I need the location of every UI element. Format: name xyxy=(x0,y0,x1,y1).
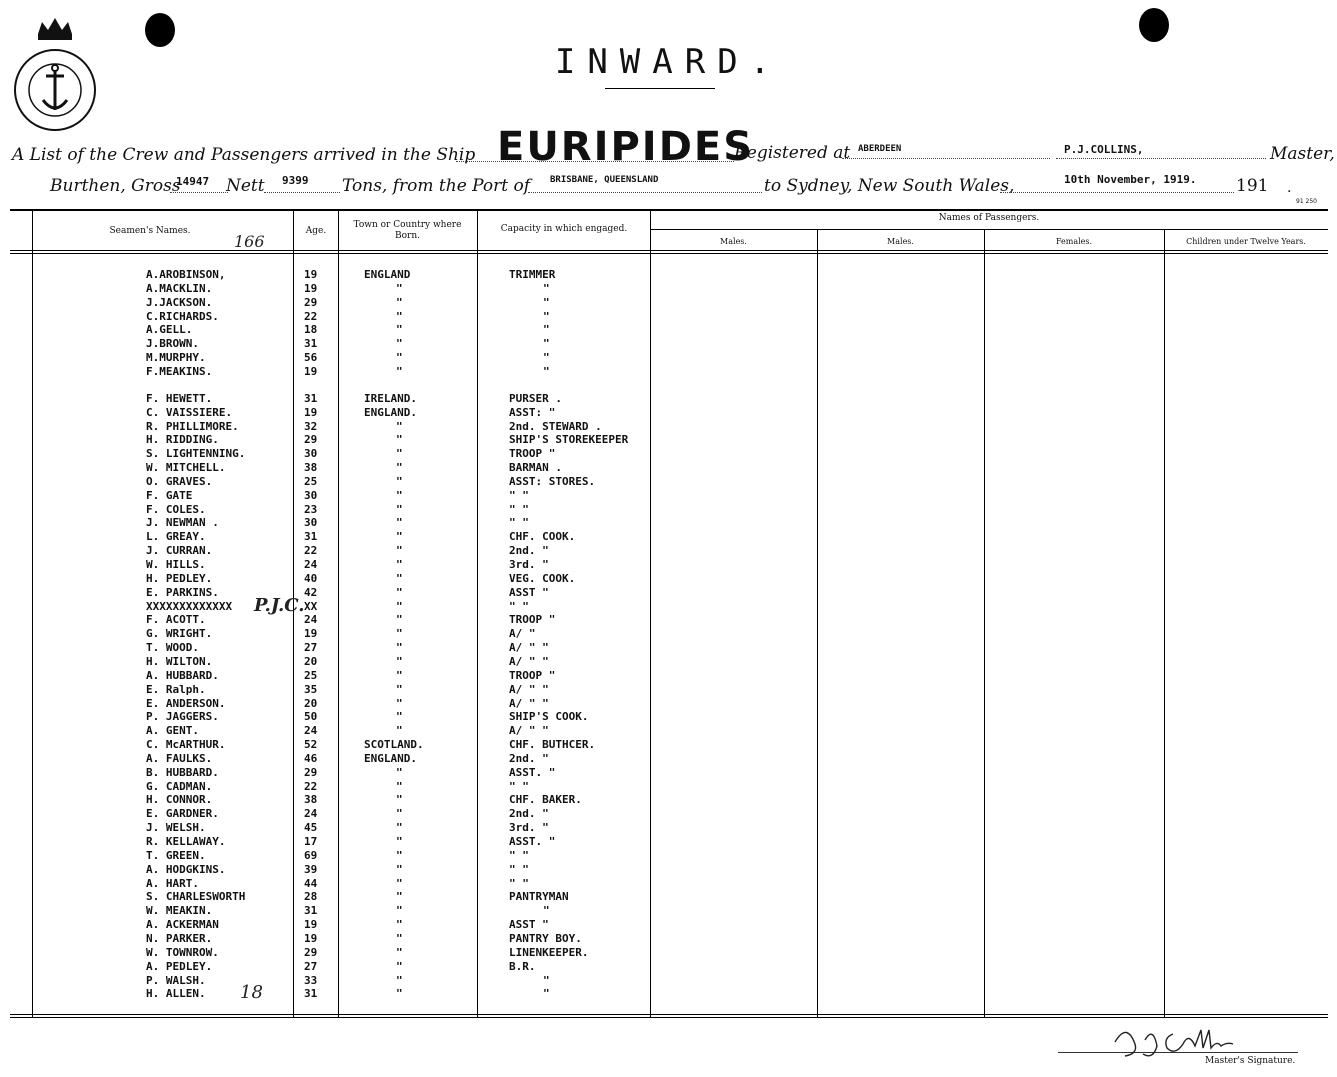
crew-capacity: CHF. BUTHCER. xyxy=(509,738,596,752)
master-fill-line xyxy=(1056,158,1266,159)
col-divider-children xyxy=(1164,229,1165,1017)
count-annotation-bottom: 18 xyxy=(240,982,263,1003)
crew-name: J.BROWN. xyxy=(146,337,199,351)
crew-name: J. CURRAN. xyxy=(146,544,213,558)
crew-age: 29 xyxy=(304,765,318,779)
crew-birthplace: " xyxy=(396,447,403,461)
crew-birthplace: " xyxy=(396,281,403,295)
crew-name: F. COLES. xyxy=(146,502,206,516)
ship-name: EURIPIDES xyxy=(497,124,755,170)
crew-birthplace: " xyxy=(396,364,403,378)
crew-name: W. HILLS. xyxy=(146,558,206,571)
crew-age: 18 xyxy=(304,323,318,337)
crew-age: 19 xyxy=(304,405,318,419)
form-number: 91 250 xyxy=(1296,198,1317,205)
crew-name: A. HUBBARD. xyxy=(146,668,219,682)
crew-age: 45 xyxy=(304,821,318,835)
crew-birthplace: " xyxy=(396,558,403,571)
col-divider-passengers xyxy=(650,211,651,1017)
crew-age: 17 xyxy=(304,835,318,848)
crew-birthplace: " xyxy=(396,931,403,945)
crew-birthplace: " xyxy=(396,987,403,1001)
header-females: Females. xyxy=(1055,237,1093,246)
table-top-rule xyxy=(10,209,1328,211)
crew-age: 19 xyxy=(304,918,318,932)
crew-age: 44 xyxy=(304,876,318,890)
crew-age: 38 xyxy=(304,461,318,475)
crew-capacity: PANTRYMAN xyxy=(509,890,569,904)
crew-name: A. HODGKINS. xyxy=(146,862,226,876)
passengers-subrule xyxy=(650,229,1328,230)
header-bottom-rule-2 xyxy=(10,253,1328,254)
crew-birthplace: ENGLAND xyxy=(364,268,411,281)
crew-capacity: " xyxy=(543,904,550,918)
master-name: P.J.COLLINS, xyxy=(1064,143,1144,156)
crew-birthplace: " xyxy=(396,765,403,779)
crew-capacity: " xyxy=(543,351,550,365)
period-mark: . xyxy=(1287,180,1292,196)
crew-name: J. NEWMAN . xyxy=(146,516,219,530)
crew-capacity: 2nd. " xyxy=(509,807,549,821)
crew-name: A.AROBINSON, xyxy=(146,268,226,281)
crew-capacity: A/ " xyxy=(509,627,536,641)
crew-name: R. PHILLIMORE. xyxy=(146,419,239,433)
crew-age: 31 xyxy=(304,987,318,1001)
crew-capacity: 2nd. " xyxy=(509,544,549,558)
crew-capacity: ASST " xyxy=(509,918,549,932)
crew-age: 29 xyxy=(304,945,318,959)
crew-birthplace: " xyxy=(396,474,403,488)
crew-age: 27 xyxy=(304,959,318,973)
crew-capacity: " xyxy=(543,281,550,295)
crew-name: G. CADMAN. xyxy=(146,779,213,793)
crew-birthplace: " xyxy=(396,807,403,821)
crew-age: 30 xyxy=(304,488,318,502)
crew-age: 19 xyxy=(304,268,318,281)
crew-capacity: TROOP " xyxy=(509,613,556,627)
crew-age: 22 xyxy=(304,544,318,558)
crew-name: C. VAISSIERE. xyxy=(146,405,233,419)
crew-birthplace: ENGLAND. xyxy=(364,405,417,419)
crew-name: P. WALSH. xyxy=(146,973,206,987)
crew-age: 19 xyxy=(304,627,318,641)
crew-birthplace: " xyxy=(396,295,403,309)
crew-age: 69 xyxy=(304,848,318,862)
crew-age: 30 xyxy=(304,516,318,530)
crew-age: 25 xyxy=(304,668,318,682)
crew-birthplace: " xyxy=(396,682,403,696)
crew-birthplace: " xyxy=(396,890,403,904)
crew-birthplace: " xyxy=(396,461,403,475)
crew-name: T. WOOD. xyxy=(146,641,199,655)
crew-capacity: A/ " " xyxy=(509,654,549,668)
crew-birthplace: " xyxy=(396,544,403,558)
crew-birthplace: ENGLAND. xyxy=(364,751,417,765)
crew-capacity: ASST. " xyxy=(509,835,556,848)
crew-name: E. ANDERSON. xyxy=(146,696,226,710)
crew-name: N. PARKER. xyxy=(146,931,213,945)
crew-capacity: ASST. " xyxy=(509,765,556,779)
crew-name: C.RICHARDS. xyxy=(146,309,219,323)
header-passengers: Names of Passengers. xyxy=(938,213,1040,223)
header-age: Age. xyxy=(305,226,327,236)
crew-name: T. GREEN. xyxy=(146,848,206,862)
crew-age: 22 xyxy=(304,779,318,793)
crew-capacity: " xyxy=(543,987,550,1001)
crew-capacity: A/ " " xyxy=(509,696,549,710)
crew-age: 31 xyxy=(304,530,318,544)
crew-age: 52 xyxy=(304,738,318,752)
header-males-1: Males. xyxy=(720,237,747,246)
crew-age: 27 xyxy=(304,641,318,655)
crew-age: 24 xyxy=(304,724,318,738)
crew-birthplace: " xyxy=(396,419,403,433)
crew-birthplace: " xyxy=(396,516,403,530)
crew-name: W. MITCHELL. xyxy=(146,461,226,475)
crew-name: A. GENT. xyxy=(146,724,199,738)
crew-name: H. PEDLEY. xyxy=(146,571,213,585)
port-value: BRISBANE, QUEENSLAND xyxy=(550,175,659,185)
crew-birthplace: " xyxy=(396,530,403,544)
col-divider-town xyxy=(338,211,339,1017)
title-rule xyxy=(605,88,715,89)
crew-name: L. GREAY. xyxy=(146,530,206,544)
crew-name: A.MACKLIN. xyxy=(146,281,213,295)
crew-capacity: ASST: " xyxy=(509,405,556,419)
crew-capacity: " " xyxy=(509,599,529,613)
crew-name: A. ACKERMAN xyxy=(146,918,219,932)
crew-capacity: B.R. xyxy=(509,959,536,973)
crew-capacity: 2nd. " xyxy=(509,751,549,765)
crew-name: E. GARDNER. xyxy=(146,807,219,821)
crew-name: F. ACOTT. xyxy=(146,613,206,627)
crew-capacity: LINENKEEPER. xyxy=(509,945,589,959)
crew-birthplace: " xyxy=(396,323,403,337)
header-children: Children under Twelve Years. xyxy=(1186,237,1306,246)
crew-name: A.GELL. xyxy=(146,323,193,337)
crew-capacity: A/ " " xyxy=(509,682,549,696)
crew-birthplace: " xyxy=(396,488,403,502)
crew-name: E. Ralph. xyxy=(146,682,206,696)
crew-capacity: ASST " xyxy=(509,585,549,599)
crew-age: 40 xyxy=(304,571,318,585)
crew-capacity: TROOP " xyxy=(509,668,556,682)
crew-age: 46 xyxy=(304,751,318,765)
crew-capacity: " xyxy=(543,337,550,351)
crew-age: XX xyxy=(304,599,318,613)
crew-birthplace: " xyxy=(396,654,403,668)
header-bottom-rule xyxy=(10,250,1328,251)
crew-age: 24 xyxy=(304,558,318,571)
crew-capacity: " " xyxy=(509,488,529,502)
crew-capacity: " xyxy=(543,364,550,378)
burthen-label: Burthen, Gross xyxy=(50,176,181,196)
crew-capacity: CHF. BAKER. xyxy=(509,793,582,807)
crew-age: 22 xyxy=(304,309,318,323)
crew-capacity: " " xyxy=(509,876,529,890)
nett-fill-line xyxy=(264,192,340,193)
crew-age: 24 xyxy=(304,613,318,627)
col-divider-left xyxy=(32,211,33,1017)
crew-age: 19 xyxy=(304,281,318,295)
crew-age: 31 xyxy=(304,337,318,351)
crew-name: A. PEDLEY. xyxy=(146,959,213,973)
master-label: Master, xyxy=(1270,144,1335,164)
crew-capacity: ASST: STORES. xyxy=(509,474,596,488)
punch-hole-right xyxy=(1139,8,1169,42)
crew-name: P. JAGGERS. xyxy=(146,710,219,724)
crew-name: E. PARKINS. xyxy=(146,585,219,599)
crew-birthplace: " xyxy=(396,433,403,447)
crew-birthplace: " xyxy=(396,848,403,862)
crew-birthplace: " xyxy=(396,959,403,973)
crew-capacity: " " xyxy=(509,848,529,862)
crew-age: 29 xyxy=(304,295,318,309)
crew-capacity: " xyxy=(543,323,550,337)
crew-birthplace: " xyxy=(396,668,403,682)
crew-capacity: 3rd. " xyxy=(509,821,549,835)
crew-age: 23 xyxy=(304,502,318,516)
crew-capacity: TRIMMER xyxy=(509,268,556,281)
crew-name: A. FAULKS. xyxy=(146,751,213,765)
crew-capacity: " " xyxy=(509,516,529,530)
date-fill-line xyxy=(1000,192,1234,193)
crew-birthplace: IRELAND. xyxy=(364,391,417,405)
crew-capacity: CHF. COOK. xyxy=(509,530,576,544)
header-males-2: Males. xyxy=(887,237,914,246)
crew-age: 20 xyxy=(304,654,318,668)
registered-at-value: ABERDEEN xyxy=(858,144,902,154)
crew-name: H. WILTON. xyxy=(146,654,213,668)
crew-capacity: VEG. COOK. xyxy=(509,571,576,585)
crew-birthplace: " xyxy=(396,309,403,323)
crew-age: 42 xyxy=(304,585,318,599)
crew-name: B. HUBBARD. xyxy=(146,765,219,779)
crew-age: 31 xyxy=(304,391,318,405)
crew-capacity: TROOP " xyxy=(509,447,556,461)
page-title: INWARD. xyxy=(554,42,783,82)
crew-capacity: 2nd. STEWARD . xyxy=(509,419,602,433)
crew-birthplace: " xyxy=(396,641,403,655)
crew-birthplace: " xyxy=(396,585,403,599)
port-fill-line xyxy=(528,192,762,193)
crew-capacity: " xyxy=(543,295,550,309)
crew-age: 19 xyxy=(304,364,318,378)
crew-age: 56 xyxy=(304,351,318,365)
crew-name: XXXXXXXXXXXXX xyxy=(146,599,233,613)
crew-age: 30 xyxy=(304,447,318,461)
crew-birthplace: " xyxy=(396,351,403,365)
crew-age: 39 xyxy=(304,862,318,876)
crew-name: W. TOWNROW. xyxy=(146,945,219,959)
col-divider-capacity xyxy=(477,211,478,1017)
crew-capacity: 3rd. " xyxy=(509,558,549,571)
crew-birthplace: " xyxy=(396,627,403,641)
crew-birthplace: " xyxy=(396,862,403,876)
line1-prefix: A List of the Crew and Passengers arrived in the Ship xyxy=(12,145,476,165)
date-value: 10th November, 1919. xyxy=(1064,173,1197,186)
crew-capacity: SHIP'S COOK. xyxy=(509,710,589,724)
crew-birthplace: " xyxy=(396,502,403,516)
gross-fill-line xyxy=(170,192,228,193)
crew-age: 31 xyxy=(304,904,318,918)
crew-age: 28 xyxy=(304,890,318,904)
crew-capacity: " xyxy=(543,309,550,323)
registered-fill-line xyxy=(842,158,1050,159)
margin-initials: P.J.C. xyxy=(254,595,305,616)
crew-name: R. KELLAWAY. xyxy=(146,835,226,848)
crew-capacity: SHIP'S STOREKEEPER xyxy=(509,433,629,447)
crew-birthplace: " xyxy=(396,793,403,807)
crew-name: F.MEAKINS. xyxy=(146,364,213,378)
crew-birthplace: " xyxy=(396,724,403,738)
crew-name: F. GATE xyxy=(146,488,193,502)
crew-birthplace: " xyxy=(396,835,403,848)
crew-birthplace: " xyxy=(396,973,403,987)
col-divider-females xyxy=(984,229,985,1017)
col-divider-males2 xyxy=(817,229,818,1017)
crew-name: F. HEWETT. xyxy=(146,391,213,405)
crew-name: J. WELSH. xyxy=(146,821,206,835)
crew-name: O. GRAVES. xyxy=(146,474,213,488)
count-annotation-top: 166 xyxy=(234,232,265,251)
crew-name: M.MURPHY. xyxy=(146,351,206,365)
crew-name: S. LIGHTENNING. xyxy=(146,447,246,461)
crew-name: H. RIDDING. xyxy=(146,433,219,447)
crew-birthplace: " xyxy=(396,337,403,351)
crew-age: 50 xyxy=(304,710,318,724)
crew-name: H. CONNOR. xyxy=(146,793,213,807)
crew-birthplace: " xyxy=(396,945,403,959)
crew-birthplace: " xyxy=(396,696,403,710)
nett-label: Nett xyxy=(226,176,265,196)
crew-capacity: PURSER . xyxy=(509,391,562,405)
tons-label: Tons, from the Port of xyxy=(342,176,531,196)
crew-capacity: A/ " " xyxy=(509,641,549,655)
crew-capacity: A/ " " xyxy=(509,724,549,738)
header-town: Town or Country where Born. xyxy=(353,220,462,241)
crew-name: W. MEAKIN. xyxy=(146,904,213,918)
crew-name: G. WRIGHT. xyxy=(146,627,213,641)
crew-birthplace: " xyxy=(396,904,403,918)
crew-capacity: PANTRY BOY. xyxy=(509,931,582,945)
crew-birthplace: " xyxy=(396,599,403,613)
crew-age: 33 xyxy=(304,973,318,987)
registered-label: Registered at xyxy=(734,143,851,163)
crew-birthplace: " xyxy=(396,710,403,724)
crew-capacity: " " xyxy=(509,862,529,876)
crew-age: 35 xyxy=(304,682,318,696)
signature-label: Master's Signature. xyxy=(1205,1056,1296,1066)
crew-name: S. CHARLESWORTH xyxy=(146,890,246,904)
crew-birthplace: SCOTLAND. xyxy=(364,738,424,752)
crew-capacity: BARMAN . xyxy=(509,461,562,475)
crew-age: 24 xyxy=(304,807,318,821)
header-seamens-names: Seamen's Names. xyxy=(109,226,191,236)
crew-age: 20 xyxy=(304,696,318,710)
crew-age: 29 xyxy=(304,433,318,447)
crew-name: A. HART. xyxy=(146,876,199,890)
crew-name: J.JACKSON. xyxy=(146,295,213,309)
gross-value: 14947 xyxy=(176,175,210,188)
crew-birthplace: " xyxy=(396,918,403,932)
crew-birthplace: " xyxy=(396,571,403,585)
crew-name: C. McARTHUR. xyxy=(146,738,226,752)
crew-capacity: " xyxy=(543,973,550,987)
crew-age: 38 xyxy=(304,793,318,807)
nett-value: 9399 xyxy=(282,174,309,187)
crew-name: H. ALLEN. xyxy=(146,987,206,1001)
header-capacity: Capacity in which engaged. xyxy=(500,224,628,234)
crew-age: 32 xyxy=(304,419,318,433)
crew-birthplace: " xyxy=(396,613,403,627)
crew-age: 25 xyxy=(304,474,318,488)
crew-birthplace: " xyxy=(396,876,403,890)
crew-birthplace: " xyxy=(396,779,403,793)
crew-birthplace: " xyxy=(396,821,403,835)
to-label: to Sydney, New South Wales, xyxy=(764,176,1015,196)
crew-age: 19 xyxy=(304,931,318,945)
crew-capacity: " " xyxy=(509,779,529,793)
year-prefix: 191 xyxy=(1236,176,1269,196)
crew-capacity: " " xyxy=(509,502,529,516)
